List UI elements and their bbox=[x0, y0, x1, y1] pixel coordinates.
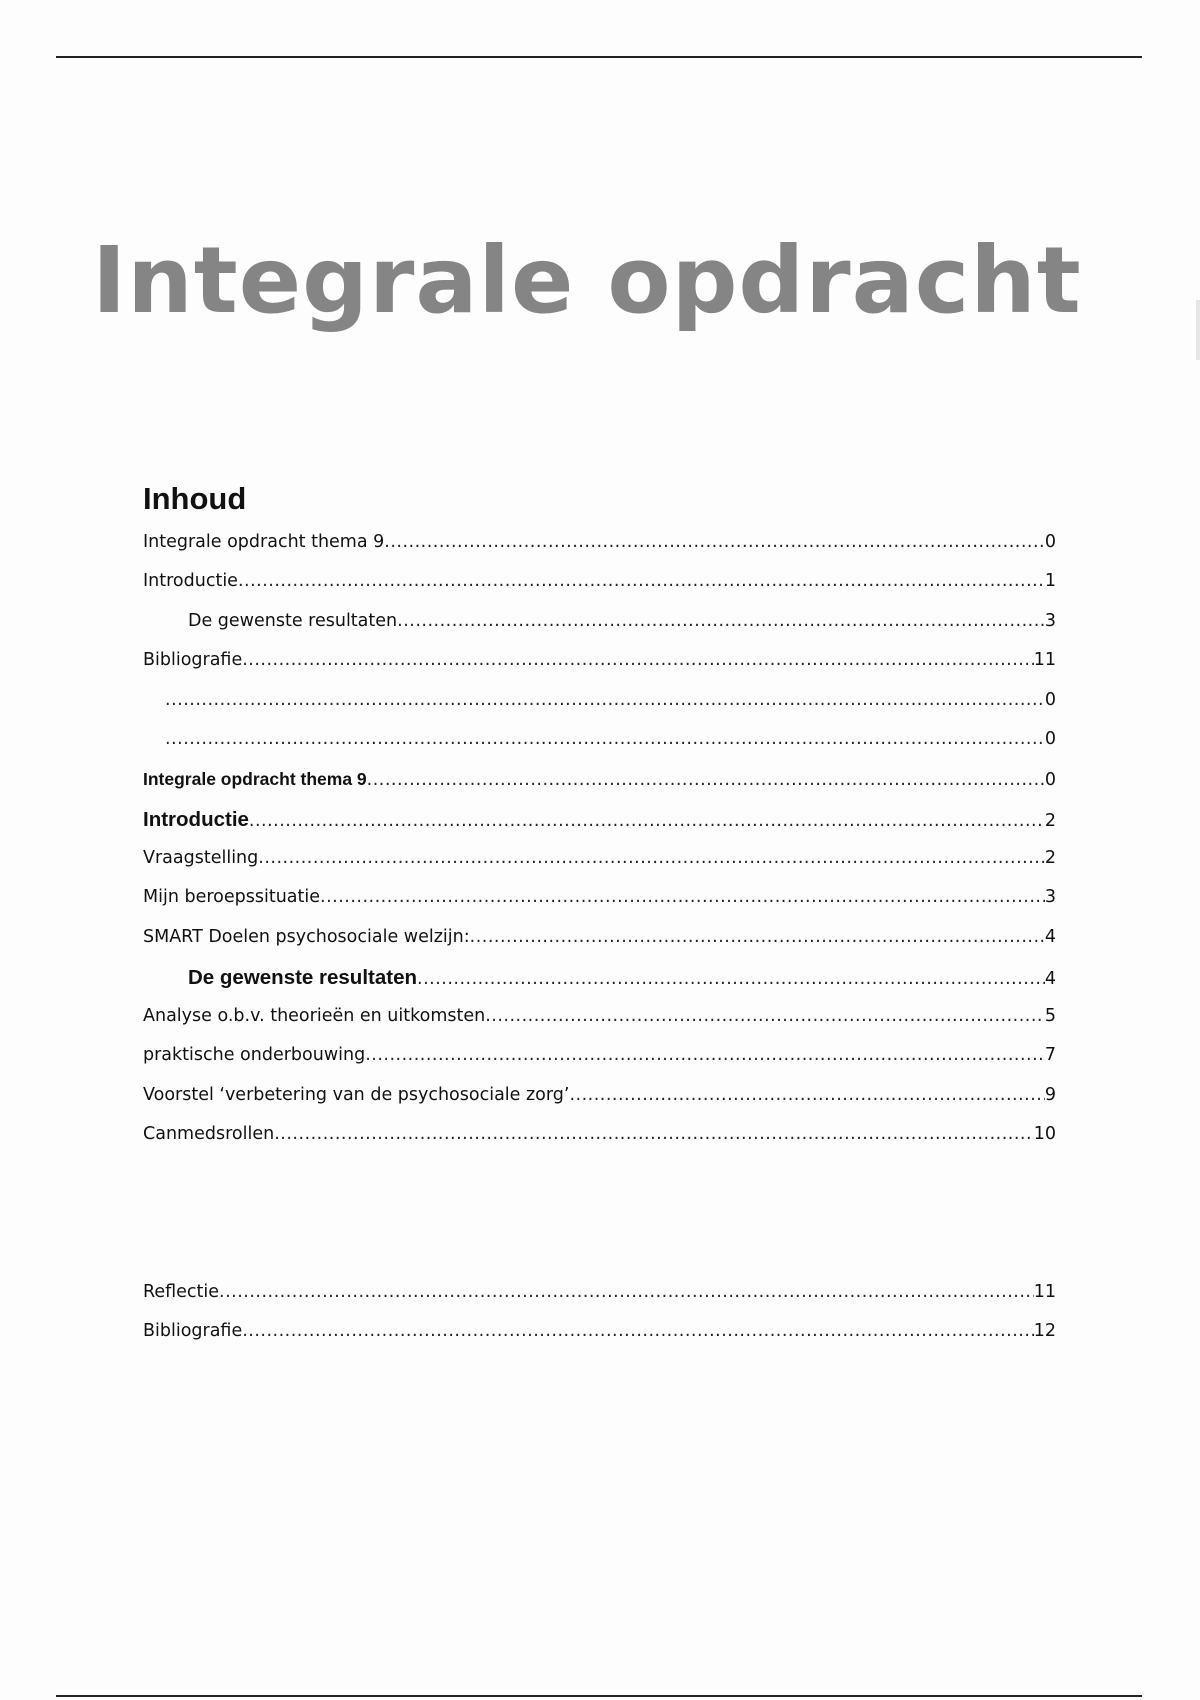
toc-entry-voorstel[interactable] bbox=[143, 1085, 1056, 1105]
header-rule bbox=[56, 56, 1142, 58]
toc-entry-title: Analyse o.b.v. theorieën en uitkomsten bbox=[143, 1006, 486, 1026]
toc-entry-title: praktische onderbouwing bbox=[143, 1045, 366, 1065]
toc-entry-page: 11 bbox=[1033, 650, 1056, 670]
toc-entry-page: 12 bbox=[1033, 1321, 1056, 1341]
toc-entry-beroepssituatie[interactable] bbox=[143, 887, 1056, 907]
toc-entry-page: 1 bbox=[1044, 571, 1056, 591]
toc-entry-gewenste-resultaten[interactable] bbox=[188, 966, 1056, 990]
toc-entry-page: 0 bbox=[1044, 690, 1056, 710]
toc-entry-title: Bibliografie bbox=[143, 1321, 243, 1341]
toc-entry-page: 4 bbox=[1044, 927, 1056, 947]
toc-dot-leader bbox=[238, 571, 1045, 591]
toc-dot-leader bbox=[242, 650, 1033, 670]
toc-entry-page: 3 bbox=[1044, 887, 1056, 907]
toc-entry-integrale-opdracht[interactable] bbox=[143, 532, 1056, 552]
toc-entry-introductie[interactable] bbox=[143, 808, 1056, 832]
toc-entry-title: Introductie bbox=[143, 808, 249, 831]
toc-dot-leader bbox=[417, 969, 1045, 989]
toc-entry-praktische-onderbouwing[interactable] bbox=[143, 1045, 1056, 1065]
toc-entry-vraagstelling[interactable] bbox=[143, 848, 1056, 868]
footer-rule bbox=[56, 1695, 1142, 1697]
toc-entry-title: Mijn beroepssituatie bbox=[143, 887, 321, 907]
toc-entry-smart-doelen[interactable] bbox=[143, 927, 1056, 947]
toc-entry-title: SMART Doelen psychosociale welzijn: bbox=[143, 927, 470, 947]
page-edge-mark bbox=[1196, 300, 1200, 360]
toc-entry-page: 3 bbox=[1044, 611, 1056, 631]
toc-entry-page: 11 bbox=[1033, 1282, 1056, 1302]
toc-entry-page: 0 bbox=[1044, 770, 1056, 790]
toc-entry-page: 10 bbox=[1033, 1124, 1056, 1144]
toc-entry-bibliografie[interactable] bbox=[143, 650, 1056, 670]
toc-entry-title: Introductie bbox=[143, 571, 238, 591]
toc-entry-blank[interactable] bbox=[165, 729, 1056, 749]
toc-dot-leader bbox=[258, 848, 1045, 868]
toc-entry-title: Voorstel ‘verbetering van de psychosociale zorg’ bbox=[143, 1085, 570, 1105]
toc-dot-leader bbox=[367, 770, 1045, 790]
toc-entry-analyse[interactable] bbox=[143, 1006, 1056, 1026]
toc-dot-leader bbox=[569, 1085, 1044, 1105]
toc-dot-leader bbox=[274, 1124, 1034, 1144]
toc-entry-page: 7 bbox=[1044, 1045, 1056, 1065]
toc-dot-leader bbox=[470, 927, 1045, 947]
toc-entry-title: De gewenste resultaten bbox=[188, 611, 398, 631]
toc-entry-page: 9 bbox=[1044, 1085, 1056, 1105]
toc-entry-canmedsrollen[interactable] bbox=[143, 1124, 1056, 1144]
toc-dot-leader bbox=[397, 611, 1045, 631]
toc-entry-integrale-opdracht[interactable] bbox=[143, 769, 1056, 790]
toc-entry-page: 2 bbox=[1044, 811, 1056, 831]
toc-entry-page: 0 bbox=[1044, 532, 1056, 552]
toc-entry-title: Integrale opdracht thema 9 bbox=[143, 769, 367, 789]
toc-dot-leader bbox=[485, 1006, 1045, 1026]
toc-entry-page: 5 bbox=[1044, 1006, 1056, 1026]
toc-entry-page: 0 bbox=[1044, 729, 1056, 749]
toc-entry-blank[interactable] bbox=[165, 690, 1056, 710]
toc-entry-title: Integrale opdracht thema 9 bbox=[143, 532, 385, 552]
toc-dot-leader bbox=[249, 811, 1045, 831]
toc-entry-page: 2 bbox=[1044, 848, 1056, 868]
toc-dot-leader bbox=[384, 532, 1045, 552]
toc-dot-leader bbox=[242, 1321, 1033, 1341]
toc-entry-title: Canmedsrollen bbox=[143, 1124, 275, 1144]
toc-entry-gewenste-resultaten[interactable] bbox=[188, 611, 1056, 631]
toc-dot-leader bbox=[365, 1045, 1045, 1065]
toc-entry-page: 4 bbox=[1044, 969, 1056, 989]
toc-dot-leader bbox=[219, 1282, 1034, 1302]
toc-dot-leader bbox=[165, 690, 1045, 710]
toc-entry-reflectie[interactable] bbox=[143, 1282, 1056, 1302]
toc-entry-title: De gewenste resultaten bbox=[188, 966, 417, 989]
toc-entry-introductie[interactable] bbox=[143, 571, 1056, 591]
toc-entry-bibliografie[interactable] bbox=[143, 1321, 1056, 1341]
toc-dot-leader bbox=[320, 887, 1045, 907]
toc-entry-title: Vraagstelling bbox=[143, 848, 259, 868]
toc-heading: Inhoud bbox=[143, 481, 247, 516]
toc-dot-leader bbox=[165, 729, 1045, 749]
toc-entry-title: Reflectie bbox=[143, 1282, 220, 1302]
cover-title: Integrale opdracht bbox=[92, 227, 1082, 334]
toc-entry-title: Bibliografie bbox=[143, 650, 243, 670]
